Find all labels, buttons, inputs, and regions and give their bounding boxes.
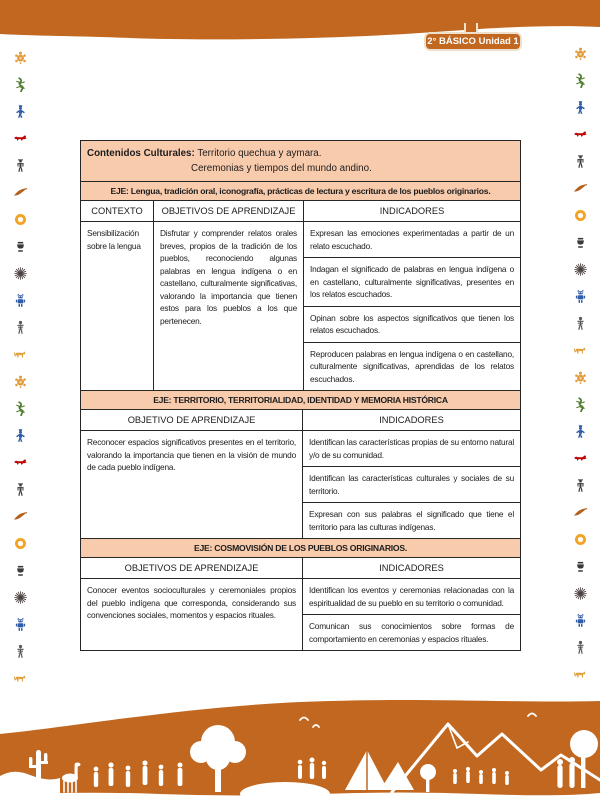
indicadores-stack-3 [302,579,520,650]
body-row-2 [81,430,520,538]
starburst-icon [12,266,29,281]
bottom-banner [0,692,600,800]
contenidos-line1 [87,146,514,161]
robot-icon [12,617,29,632]
fox-icon [572,451,589,466]
starburst-icon [572,262,589,277]
header-row-1 [81,200,520,221]
puma-icon [572,667,589,682]
totem-icon [12,482,29,497]
pot-icon [572,559,589,574]
indicador-cell: Comunican sus conocimientos sobre formas de comportamiento en ceremonias y espacios rituales. [303,614,520,650]
skeleton-icon [572,640,589,655]
indicador-cell: Identifican las características propias de su entorno natural y/o de su comunidad. [309,437,514,460]
objetivo-cell-3: Conocer eventos socioculturales y ceremoniales propios del pueblo indígena que corresponda, considerando sus convenciones sociales, momentos y espacios rituales. [87,585,296,620]
objetivo-cell-1: Disfrutar y comprender relatos orales breves, propios de la tradición de los pueblos, reconociendo algunas palabras en lengua indígena o en castellano, culturalmente significativas, valorando la importancia que tienen estos para los pueblos a los que pertenecen. [153,222,303,390]
body-row-1 [81,221,520,390]
top-wave [0,0,600,62]
objetivo-cell-2: Reconocer espacios significativos presentes en el territorio, valorando la importancia que tienen en la visión de mundo de cada pueblo indígena. [87,437,296,472]
condor-icon [12,509,29,524]
unit-badge: 2° BÁSICO Unidad 1 [424,32,522,51]
puma-icon [572,343,589,358]
fox-icon [572,127,589,142]
col-header-contexto: CONTEXTO [91,206,143,216]
robot-icon [572,613,589,628]
contenidos-value: Territorio quechua y aymara. [197,148,322,159]
skeleton-icon [572,316,589,331]
puma-icon [12,347,29,362]
person-icon [572,424,589,439]
indicador-cell: Identifican los eventos y ceremonias relacionadas con la espiritualidad de su pueblo en su territorio o comunidad. [309,585,514,608]
col-header-objetivos-3: OBJETIVOS DE APRENDIZAJE [124,563,259,573]
contexto-cell: Sensibilización sobre la lengua [87,228,141,251]
contenidos-value2: Ceremonias y tiempos del mundo andino. [191,163,372,174]
indicador-cell: Identifican las características culturales y sociales de su territorio. [303,466,520,502]
indicador-cell: Expresan con sus palabras el significado que tiene el territorio para las culturas indígenas. [303,502,520,538]
lizard-icon [12,401,29,416]
skeleton-icon [12,320,29,335]
sun-icon [572,532,589,547]
col-header-indicadores-2: INDICADORES [302,410,520,430]
person-icon [12,428,29,443]
left-icon-strip [9,50,31,698]
totem-icon [572,154,589,169]
robot-icon [12,293,29,308]
header-row-3 [81,557,520,578]
indicador-cell: Indagan el significado de palabras en lengua indígena o en castellano, culturalmente significativas, presentes en los relatos escuchados. [304,257,520,306]
col-header-indicadores-1: INDICADORES [303,201,520,221]
pot-icon [12,563,29,578]
pot-icon [572,235,589,250]
starburst-icon [572,586,589,601]
lizard-icon [572,397,589,412]
fox-icon [12,455,29,470]
sun-icon [572,208,589,223]
skeleton-icon [12,644,29,659]
col-header-indicadores-3: INDICADORES [302,558,520,578]
starburst-icon [12,590,29,605]
curriculum-table [80,140,521,651]
condor-icon [572,181,589,196]
eje-row-lengua: EJE: Lengua, tradición oral, iconografía, prácticas de lectura y escritura de los pueblos originarios. [81,181,520,200]
landscape-silhouette [0,692,600,800]
sun-icon [12,536,29,551]
turtle-icon [572,46,589,61]
header-row-2 [81,409,520,430]
eje-row-cosmovision: EJE: COSMOVISIÓN DE LOS PUEBLOS ORIGINARIOS. [81,538,520,557]
lizard-icon [572,73,589,88]
turtle-icon [12,374,29,389]
person-icon [572,100,589,115]
person-icon [12,104,29,119]
fox-icon [12,131,29,146]
top-banner [0,0,600,62]
indicadores-stack-1 [303,222,520,390]
pot-icon [12,239,29,254]
totem-icon [12,158,29,173]
body-row-3 [81,578,520,650]
right-icon-strip [569,46,591,694]
contenidos-label: Contenidos Culturales: [87,148,195,159]
sun-icon [12,212,29,227]
contenidos-row [81,141,520,181]
turtle-icon [12,50,29,65]
indicador-cell: Opinan sobre los aspectos significativos que tienen los relatos escuchados. [304,306,520,342]
indicador-cell: Reproducen palabras en lengua indígena o en castellano, culturalmente significativas, aprendidas de los relatos escuchados. [304,342,520,391]
robot-icon [572,289,589,304]
indicadores-stack-2 [302,431,520,538]
lizard-icon [12,77,29,92]
condor-icon [12,185,29,200]
totem-icon [572,478,589,493]
eje-row-territorio: EJE: TERRITORIO, TERRITORIALIDAD, IDENTIDAD Y MEMORIA HISTÓRICA [81,390,520,409]
condor-icon [572,505,589,520]
turtle-icon [572,370,589,385]
puma-icon [12,671,29,686]
col-header-objetivos-1: OBJETIVOS DE APRENDIZAJE [153,201,303,221]
col-header-objetivo-2: OBJETIVO DE APRENDIZAJE [127,415,256,425]
indicador-cell: Expresan las emociones experimentadas a partir de un relato escuchado. [310,228,514,251]
